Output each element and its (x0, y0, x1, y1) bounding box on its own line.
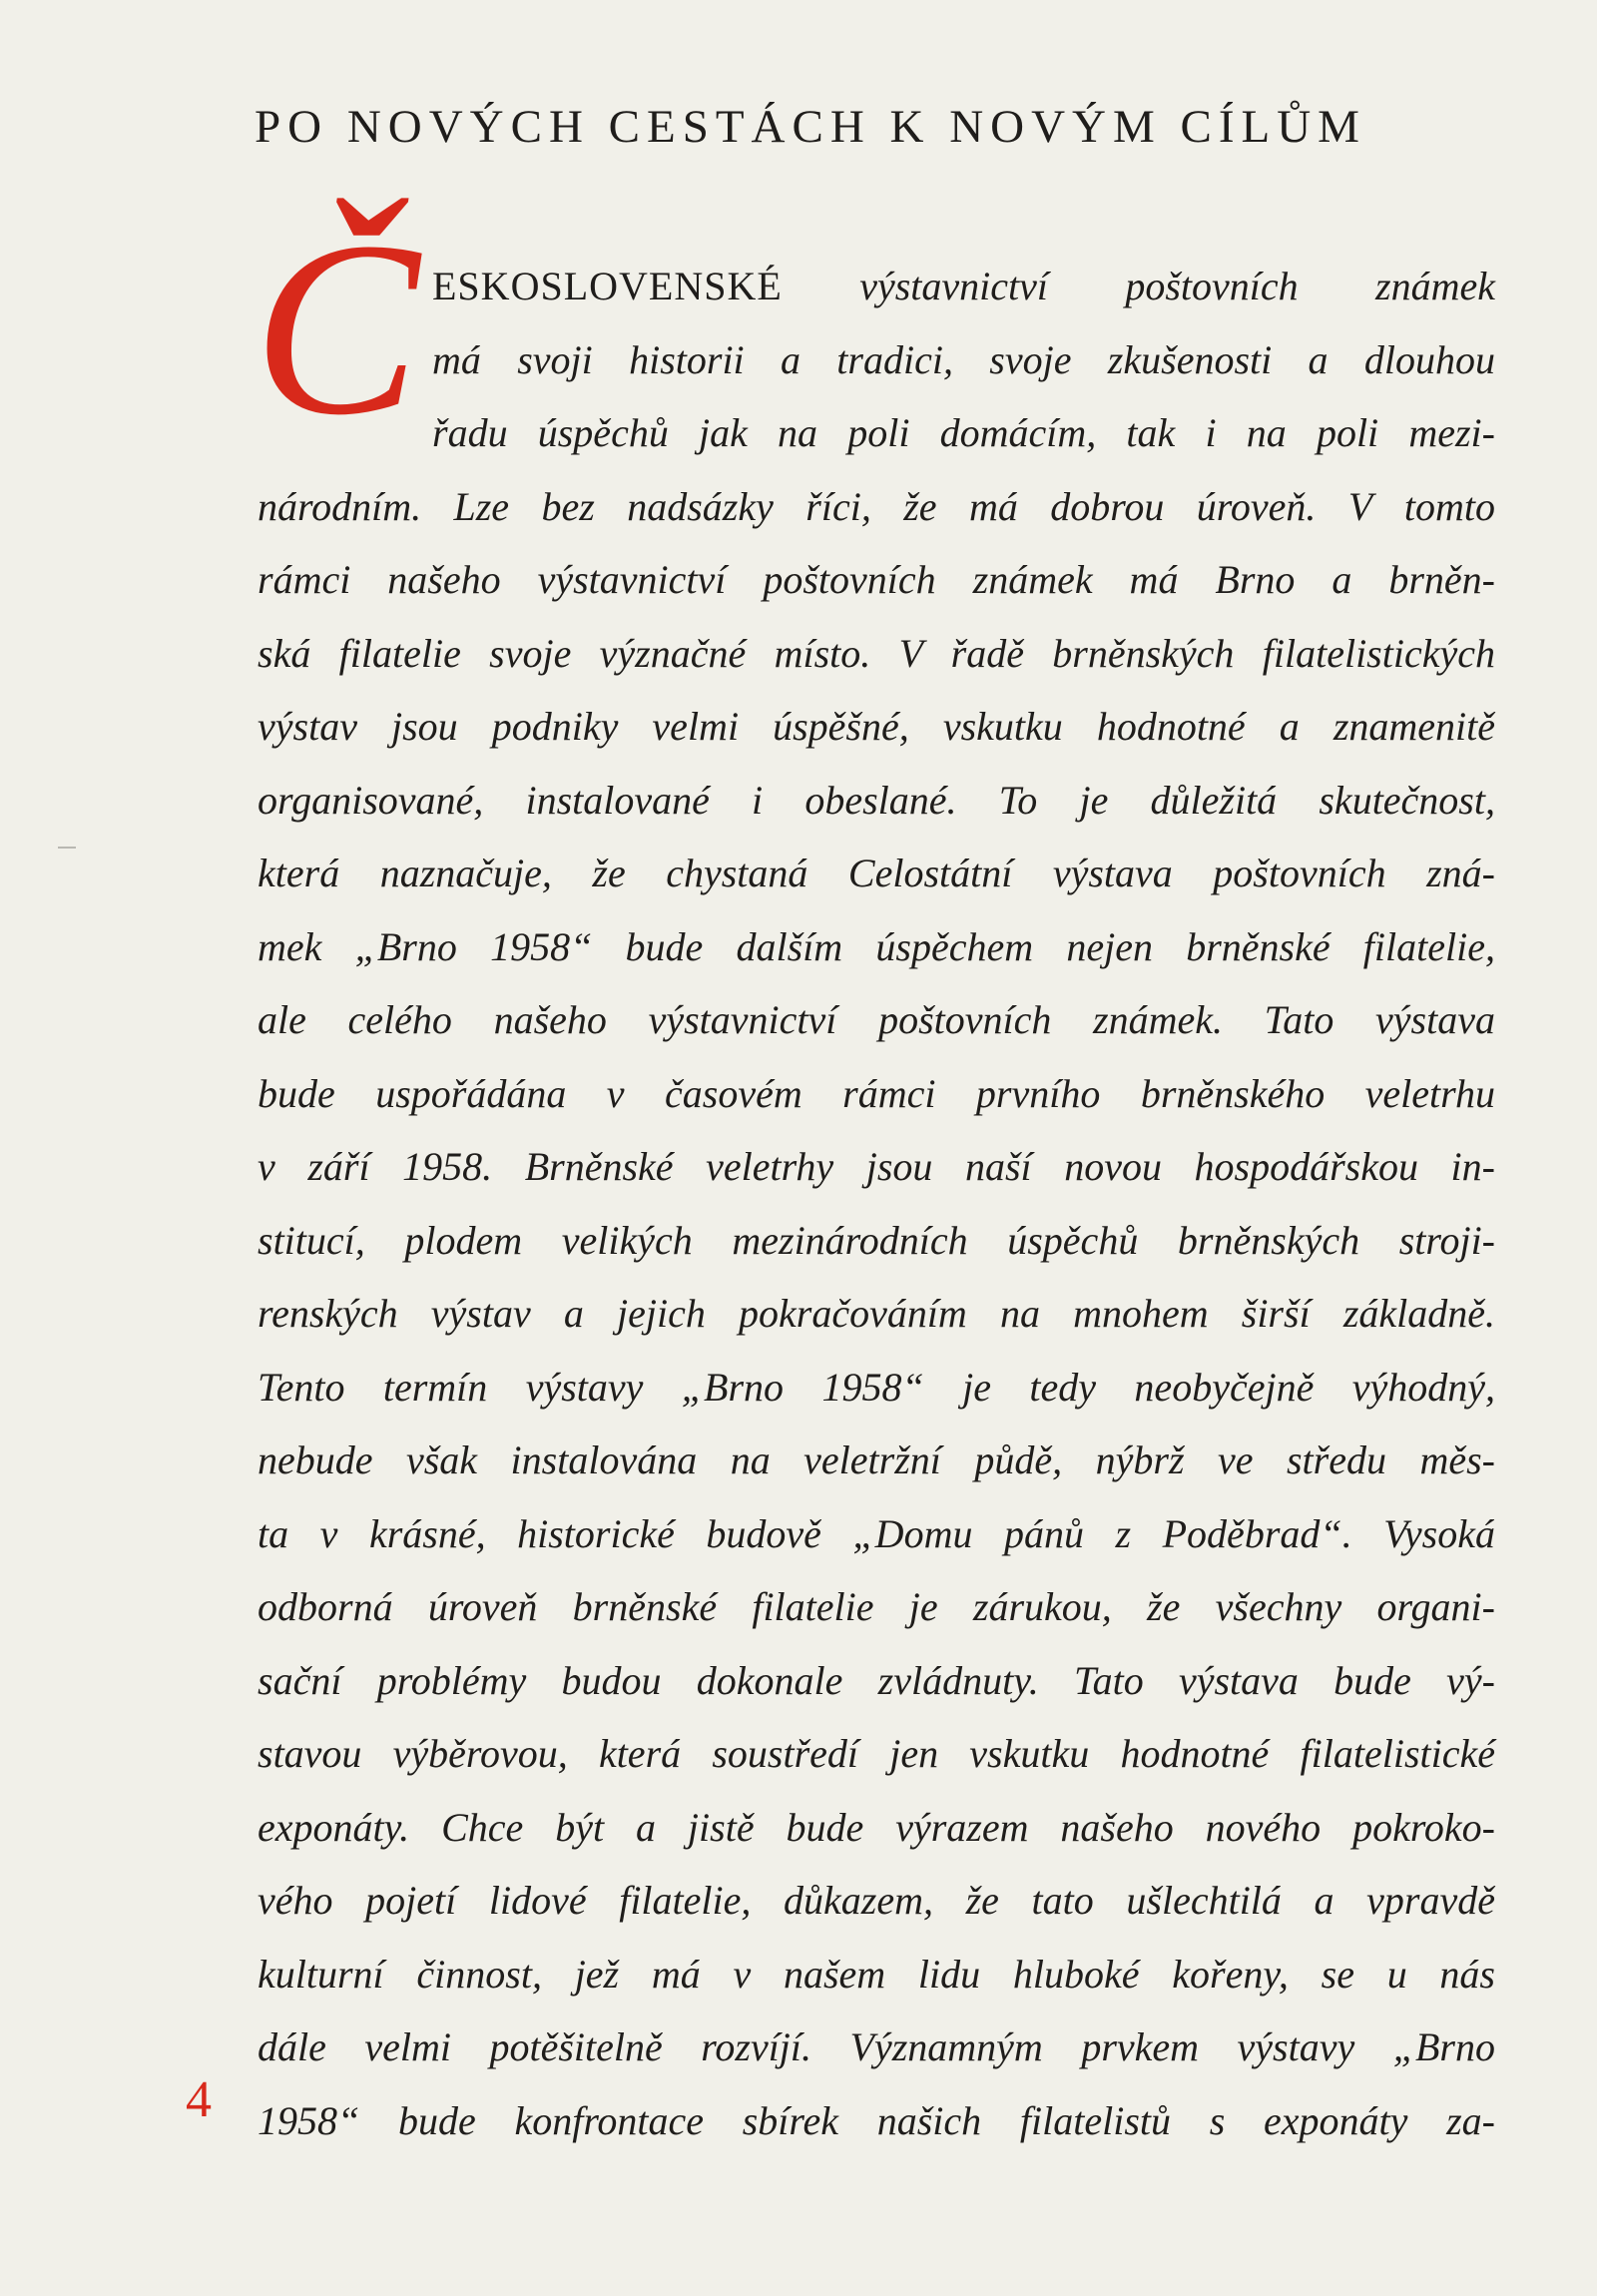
text-line: ta v krásné, historické budově „Domu pánů z Poděbrad“. Vysoká (258, 1510, 1495, 1556)
text-line: renských výstav a jejich pokračováním na mnohem širší základně. (258, 1291, 1495, 1336)
text-line: ská filatelie svoje význačné místo. V řadě brněnských filatelistických (258, 630, 1495, 676)
text-line: bude uspořádána v časovém rámci prvního brněnského veletrhu (258, 1070, 1495, 1116)
margin-mark (58, 847, 76, 849)
text-line: národním. Lze bez nadsázky říci, že má dobrou úroveň. V tomto (258, 483, 1495, 529)
text-line: ale celého našeho výstavnictví poštovních známek. Tato výstava (258, 997, 1495, 1042)
opening-word: ESKOSLOVENSKÉ (432, 264, 783, 308)
text-line: má svoji historii a tradici, svoje zkušenosti a dlouhou (432, 336, 1495, 382)
text-line: dále velmi potěšitelně rozvíjí. Významným prvkem výstavy „Brno (258, 2024, 1495, 2069)
page-number: 4 (186, 2071, 212, 2128)
text-line: kulturní činnost, jež má v našem lidu hluboké kořeny, se u nás (258, 1951, 1495, 1997)
text-line: stitucí, plodem velikých mezinárodních úspěchů brněnských stroji- (258, 1217, 1495, 1263)
text-line: výstav jsou podniky velmi úspěšné, vskutku hodnotné a znamenitě (258, 704, 1495, 749)
text-line (432, 250, 1495, 323)
drop-cap-initial: Č (253, 191, 420, 467)
text-line: vého pojetí lidové filatelie, důkazem, že tato ušlechtilá a vpravdě (258, 1878, 1495, 1923)
text-line: organisované, instalované i obeslané. To je důležitá skutečnost, (258, 777, 1495, 823)
text-line: v září 1958. Brněnské veletrhy jsou naší novou hospodářskou in- (258, 1144, 1495, 1189)
text-line: exponáty. Chce být a jistě bude výrazem našeho nového pokroko- (258, 1804, 1495, 1850)
text-line: řadu úspěchů jak na poli domácím, tak i na poli mezi- (432, 410, 1495, 455)
text-line: stavou výběrovou, která soustředí jen vskutku hodnotné filatelistické (258, 1731, 1495, 1776)
text-line: nebude však instalována na veletržní půdě, nýbrž ve středu měs- (258, 1437, 1495, 1482)
text-line: Tento termín výstavy „Brno 1958“ je tedy neobyčejně výhodný, (258, 1364, 1495, 1410)
text-line: sační problémy budou dokonale zvládnuty. Tato výstava bude vý- (258, 1657, 1495, 1703)
text-line: 1958“ bude konfrontace sbírek našich filatelistů s exponáty za- (258, 2097, 1495, 2143)
chapter-heading: PO NOVÝCH CESTÁCH K NOVÝM CÍLŮM (255, 101, 1366, 153)
text-line: odborná úroveň brněnské filatelie je zárukou, že všechny organi- (258, 1584, 1495, 1629)
text-line: která naznačuje, že chystaná Celostátní výstava poštovních zná- (258, 851, 1495, 895)
text-line-fragment: výstavnictví poštovních známek (859, 264, 1495, 308)
text-line: mek „Brno 1958“ bude dalším úspěchem nejen brněnské filatelie, (258, 923, 1495, 969)
text-line: rámci našeho výstavnictví poštovních známek má Brno a brněn- (258, 557, 1495, 602)
body-text (258, 250, 1495, 2157)
